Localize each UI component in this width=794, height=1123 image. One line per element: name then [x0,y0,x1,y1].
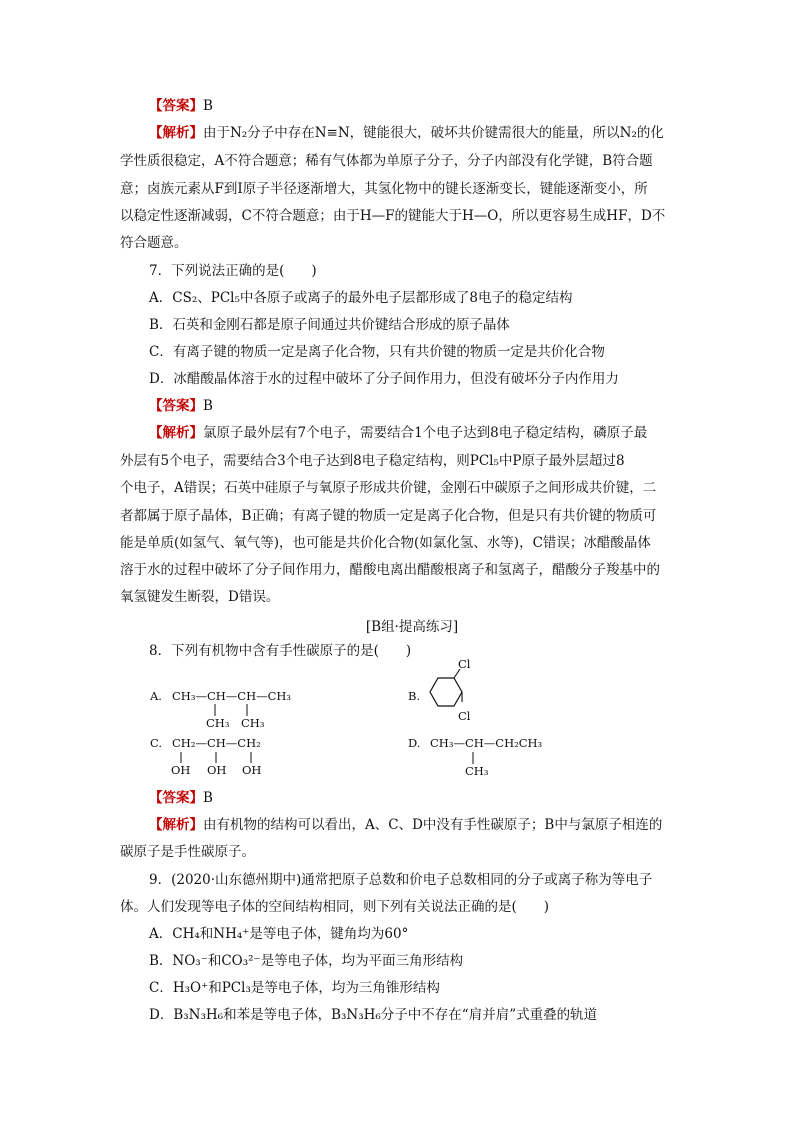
q8-answer-line [149,789,213,807]
option-b-chlorine-1: Cl [458,657,471,671]
option-c-label: C. [150,736,163,750]
q7-stem: 7．下列说法正确的是( ) [149,263,317,279]
q7-analysis-line-4: 者都属于原子晶体，B正确；有离子键的物质一定是离子化合物，但是只有共价键的物质可 [120,508,657,524]
q7-analysis-line-2: 外层有5个电子，需要结合3个电子达到8电子稳定结构，则PCl₅中P原子最外层超过8 [120,453,625,469]
analysis-tag: 【解析】 [149,817,203,833]
q8-analysis-line-2: 碳原子是手性碳原子。 [120,844,255,860]
q7-analysis-line-1: 【解析】氯原子最外层有7个电子，需要结合1个电子达到8电子稳定结构，磷原子最 [149,425,648,441]
q7-option-d: D．冰醋酸晶体溶于水的过程中破坏了分子间作用力，但没有破坏分子内作用力 [149,371,619,387]
q9-stem-line-1: 9．(2020·山东德州期中)通常把原子总数和价电子总数相同的分子或离子称为等电子 [149,872,653,888]
q7-analysis-line-7: 氧氢键发生断裂，D错误。 [120,589,280,605]
answer-tag: 【答案】 [149,398,203,414]
option-b-chlorine-2: Cl [458,709,471,723]
q8-analysis-line-1: 【解析】由有机物的结构可以看出，A、C、D中没有手性碳原子；B中与氯原子相连的 [149,817,663,833]
option-a-main-chain: CH₃—CH—CH—CH₃ [172,689,292,703]
option-d-main-chain: CH₃—CH—CH₂CH₃ [430,736,543,750]
q6-analysis-line-4: 以稳定性逐渐减弱，C不符合题意；由于H—F的键能大于H—O，所以更容易生成HF，D不 [120,208,666,224]
option-a-label: A. [150,689,162,703]
q7-analysis-line-3: 个电子，A错误；石英中硅原子与氧原子形成共价键，金刚石中碳原子之间形成共价键，二 [120,480,657,496]
analysis-tag: 【解析】 [149,125,203,141]
q8-stem: 8．下列有机物中含有手性碳原子的是( ) [149,643,412,659]
q9-option-c: C．H₃O⁺和PCl₃是等电子体，均为三角锥形结构 [149,980,440,996]
q7-analysis-line-5: 能是单质(如氢气、氧气等)，也可能是共价化合物(如氯化氢、水等)，C错误；冰醋酸晶体 [120,535,651,551]
q6-analysis-line-1: 【解析】由于N₂分子中存在N≡N，键能很大，破坏共价键需很大的能量，所以N₂的化 [149,125,664,141]
q9-option-d: D．B₃N₃H₆和苯是等电子体，B₃N₃H₆分子中不存在“肩并肩”式重叠的轨道 [149,1007,598,1023]
option-c-hydroxyl-1: OH [171,763,191,777]
q7-option-b: B．石英和金刚石都是原子间通过共价键结合形成的原子晶体 [149,317,510,333]
option-a-methyl-2: CH₃ [241,716,265,730]
q9-option-b: B．NO₃⁻和CO₃²⁻是等电子体，均为平面三角形结构 [149,953,464,969]
option-a-methyl-1: CH₃ [206,716,230,730]
q6-analysis-line-3: 意；卤族元素从F到I原子半径逐渐增大，其氢化物中的键长逐渐变长，键能逐渐变小，所 [120,181,648,197]
option-c-main-chain: CH₂—CH—CH₂ [172,736,261,750]
section-title: [B组·提高练习] [365,619,459,635]
q9-stem-line-2: 体。人们发现等电子体的空间结构相同，则下列有关说法正确的是( ) [120,899,550,915]
q7-option-c: C．有离子键的物质一定是离子化合物，只有共价键的物质一定是共价化合物 [149,344,605,360]
option-d-methyl: CH₃ [465,764,489,778]
analysis-tag: 【解析】 [149,425,203,441]
q7-analysis-line-6: 溶于水的过程中破坏了分子间作用力，醋酸电离出醋酸根离子和氢离子，醋酸分子羧基中的 [120,562,660,578]
q7-option-a: A．CS₂、PCl₅中各原子或离子的最外电子层都形成了8电子的稳定结构 [149,290,573,306]
option-c-hydroxyl-2: OH [207,763,227,777]
option-d-label: D. [408,736,421,750]
option-b-label: B. [408,689,421,703]
answer-value: B [203,398,213,414]
answer-tag: 【答案】 [149,98,203,114]
answer-value: B [203,98,213,114]
q9-option-a: A．CH₄和NH₄⁺是等电子体，键角均为60° [149,926,409,942]
option-c-hydroxyl-3: OH [242,763,262,777]
answer-tag: 【答案】 [149,790,203,806]
q6-analysis-line-2: 学性质很稳定，A不符合题意；稀有气体都为单原子分子，分子内部没有化学键，B符合题 [120,153,653,169]
answer-value: B [203,790,213,806]
q6-analysis-line-5: 符合题意。 [120,235,188,251]
